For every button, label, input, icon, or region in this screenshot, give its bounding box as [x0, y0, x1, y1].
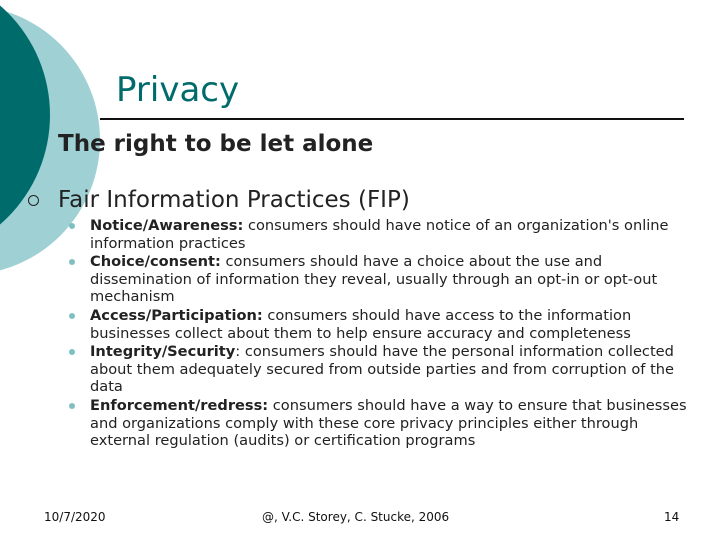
list-item: [90, 343, 700, 396]
item-text: : consumers should have the personal information collected about them adequately secured from outside parties and from corruption of the data: [90, 343, 675, 396]
footer-credit: @, V.C. Storey, C. Stucke, 2006: [262, 510, 450, 524]
slide-title: Privacy: [116, 70, 240, 110]
dot-bullet-icon: [69, 349, 75, 355]
point-right-to-be-let-alone: The right to be let alone: [58, 131, 374, 157]
list-item: [90, 397, 700, 450]
list-item: [90, 307, 700, 342]
item-term: Access/Participation:: [90, 306, 263, 324]
hollow-bullet-icon: [28, 195, 39, 206]
item-text: consumers should have a way to ensure that businesses and organizations comply with these core privacy principles either through external regulation (audits) or certification programs: [90, 396, 687, 450]
item-text: consumers should have access to the information businesses collect about them to help ensure accuracy and completeness: [90, 306, 632, 342]
item-text: consumers should have a choice about the use and dissemination of information they reveal, usually through an opt-in or opt-out mechanism: [90, 253, 658, 306]
list-item: [90, 217, 700, 252]
item-term: Enforcement/redress:: [90, 396, 269, 414]
dot-bullet-icon: [69, 313, 75, 319]
title-underline: [100, 118, 684, 120]
item-term: Choice/consent:: [90, 253, 221, 271]
footer-date: 10/7/2020: [44, 510, 106, 524]
item-text: consumers should have notice of an organization's online information practices: [90, 217, 669, 252]
fip-list: [90, 217, 700, 451]
item-term: Notice/Awareness:: [90, 217, 244, 234]
dot-bullet-icon: [69, 223, 75, 229]
item-term: Integrity/Security: [90, 343, 236, 361]
point-fip: Fair Information Practices (FIP): [58, 187, 410, 213]
dot-bullet-icon: [69, 259, 75, 265]
dot-bullet-icon: [69, 403, 75, 409]
list-item: [90, 253, 700, 306]
page-number: 14: [664, 510, 680, 524]
